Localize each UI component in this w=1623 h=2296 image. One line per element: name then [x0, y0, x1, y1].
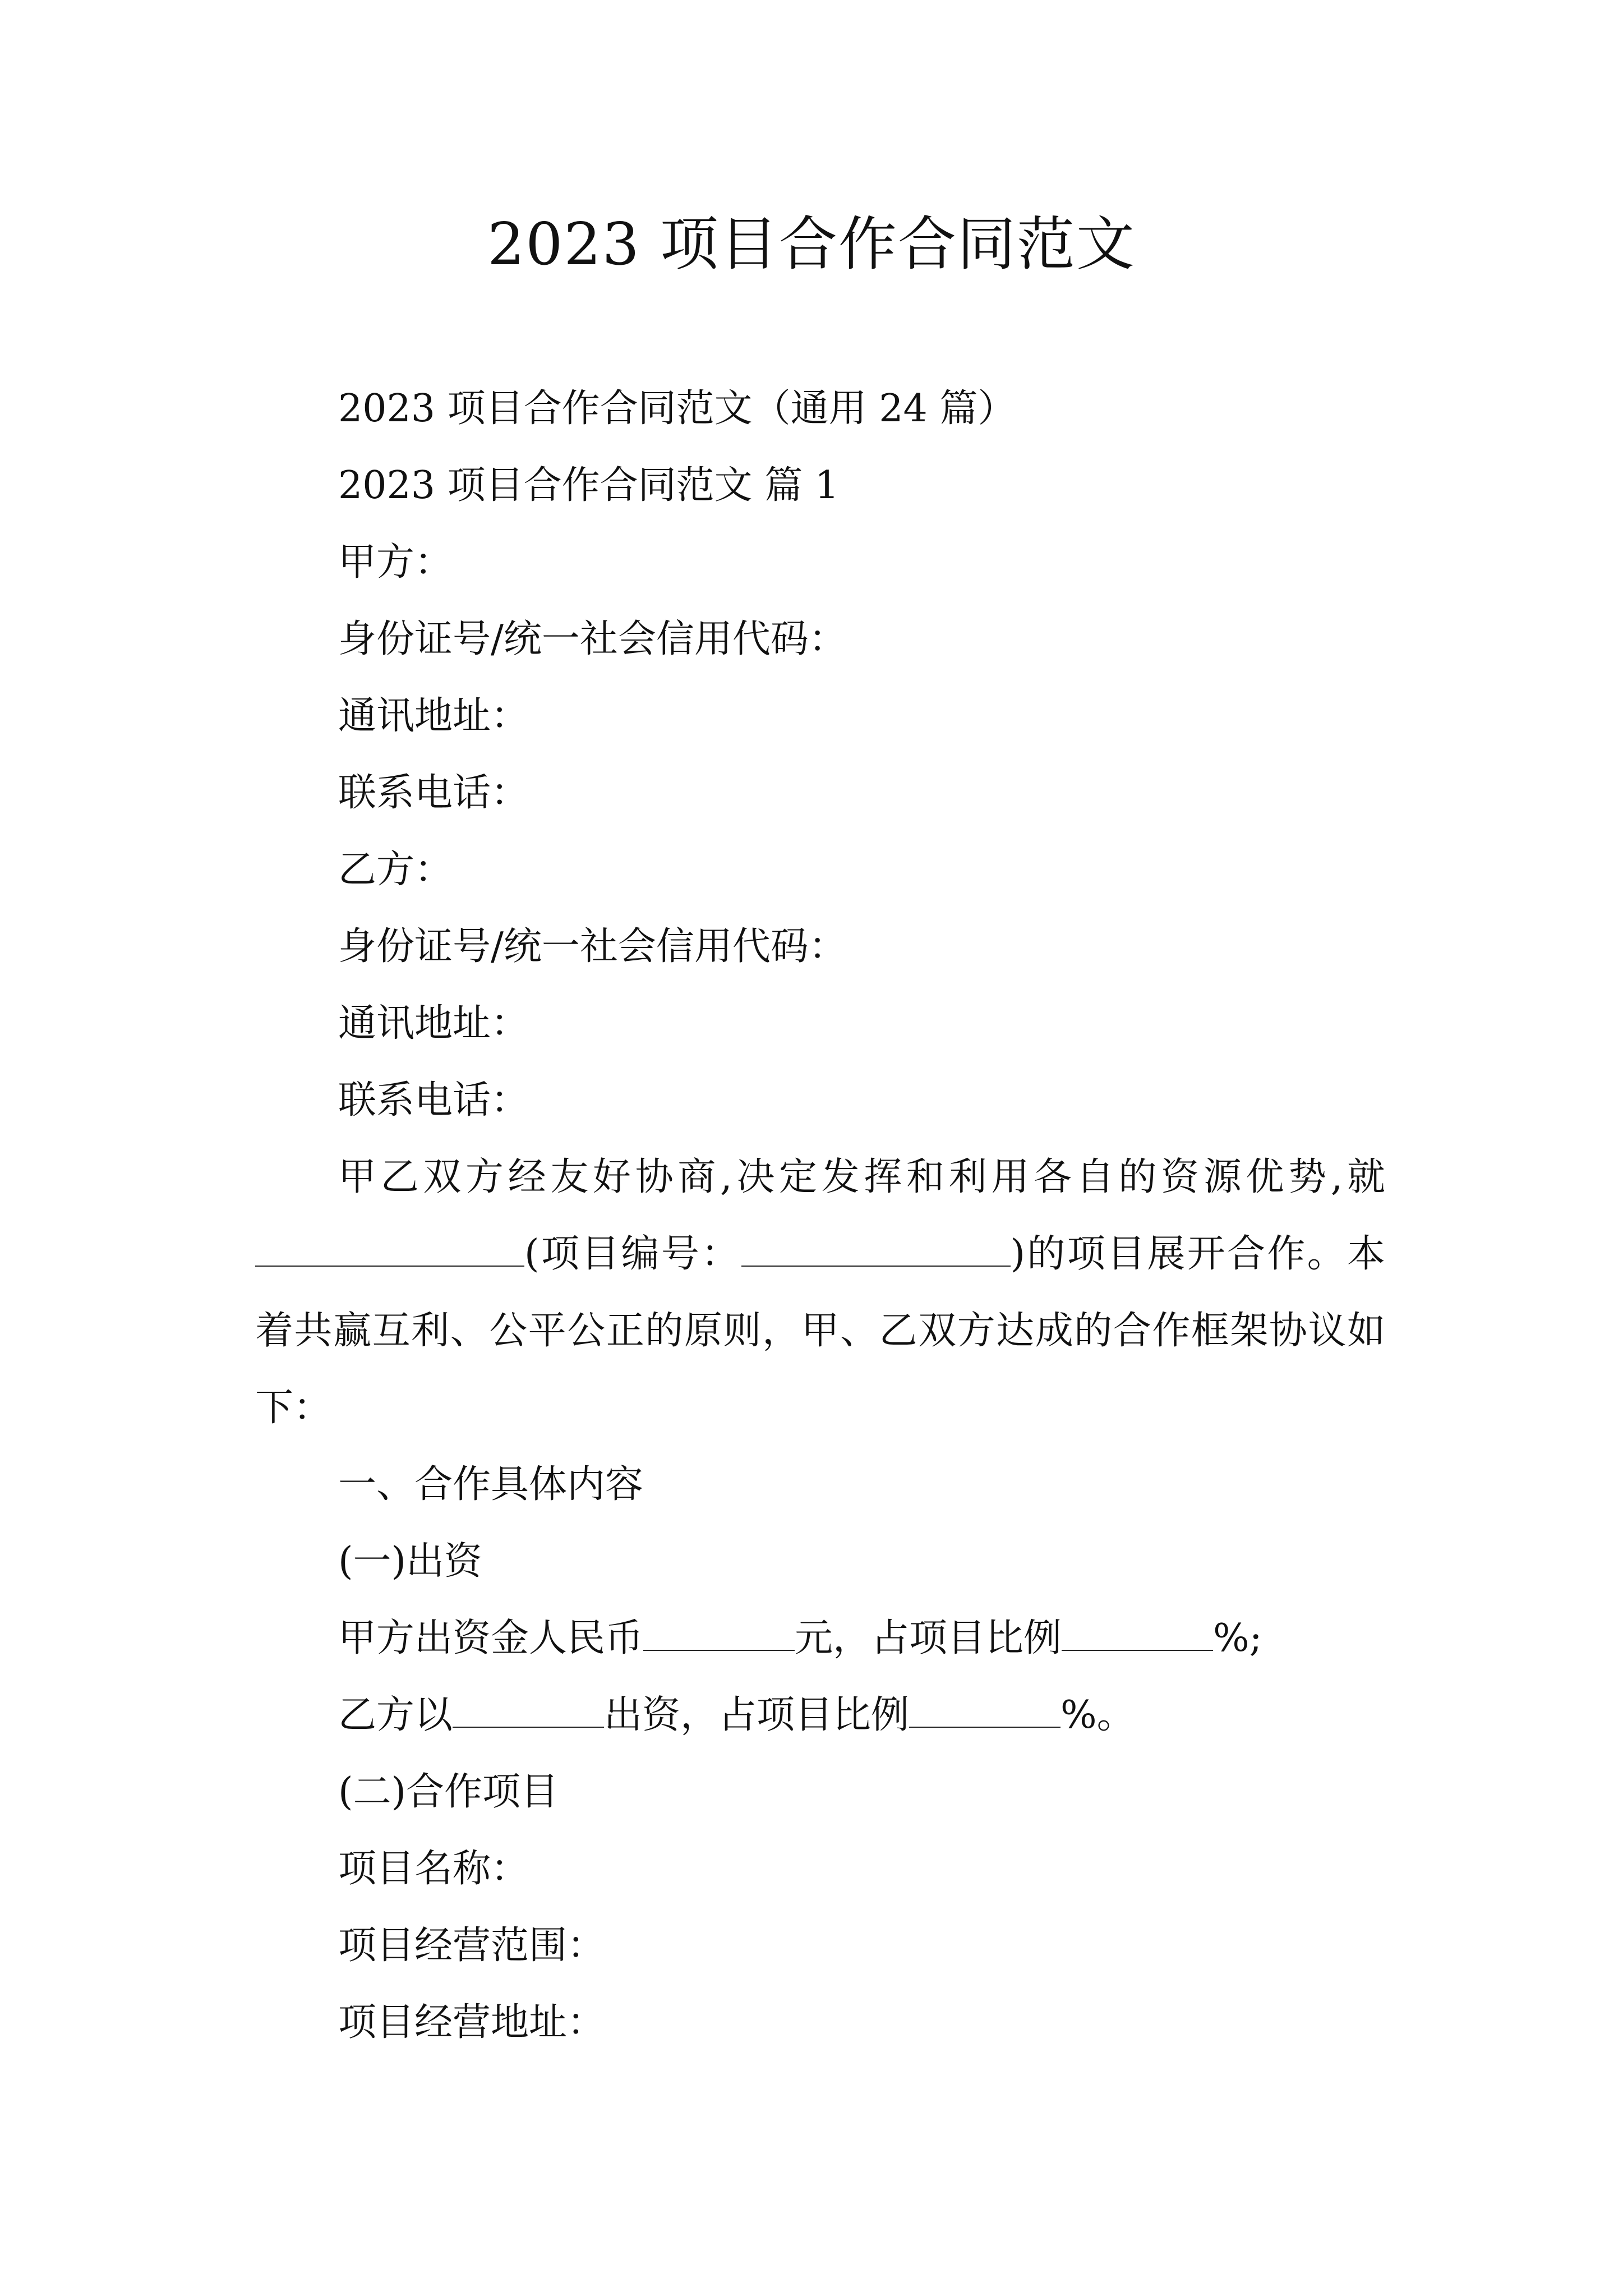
project-address-label: 项目经营地址：: [338, 2000, 606, 2045]
project-name-label: 项目名称：: [338, 1847, 529, 1891]
section1-heading: 一、合作具体内容: [338, 1462, 644, 1507]
investment-b-text-2: 出资，占项目比例: [604, 1693, 910, 1737]
investment-a-line: [255, 1600, 1385, 1677]
investment-a-text-2: 元，占项目比例: [795, 1616, 1062, 1660]
investment-b-line: [255, 1677, 1385, 1754]
investment-b-ratio-blank: [909, 1694, 1061, 1728]
intro-paragraph: [255, 1139, 1385, 1446]
section-heading: 2023 项目合作合同范文 篇 1: [338, 463, 840, 508]
document-title: 2023 项目合作合同范文: [487, 210, 1136, 278]
party-a-address-label: 通讯地址：: [338, 694, 529, 738]
document-body: [255, 370, 1385, 2061]
sub1-heading: (一)出资: [338, 1539, 483, 1584]
party-a-label: 甲方：: [338, 540, 453, 585]
sub2-heading: (二)合作项目: [338, 1770, 559, 1814]
project-number-blank: [741, 1233, 1011, 1267]
project-scope-label: 项目经营范围：: [338, 1924, 606, 1968]
document-subtitle: 2023 项目合作合同范文（通用 24 篇）: [338, 386, 1016, 431]
investment-a-text-3: %;: [1213, 1616, 1262, 1660]
party-a-phone-label: 联系电话：: [338, 771, 529, 815]
project-name-blank: [255, 1233, 524, 1267]
intro-text-2: (项目编号：: [524, 1232, 741, 1276]
investment-b-text-3: %。: [1061, 1693, 1135, 1737]
investment-a-text-1: 甲方出资金人民币: [338, 1616, 644, 1660]
investment-a-amount-blank: [643, 1617, 795, 1651]
intro-text-1: 甲乙双方经友好协商,决定发挥和利用各自的资源优势,就: [338, 1155, 1385, 1199]
party-b-id-label: 身份证号/统一社会信用代码：: [338, 924, 847, 969]
investment-b-text-1: 乙方以: [338, 1693, 453, 1737]
party-b-address-label: 通讯地址：: [338, 1001, 529, 1046]
party-b-phone-label: 联系电话：: [338, 1078, 529, 1122]
investment-a-ratio-blank: [1062, 1617, 1213, 1651]
investment-b-method-blank: [453, 1694, 604, 1728]
party-b-label: 乙方：: [338, 848, 453, 892]
intro-text-3: )的项目展开合作。本着共赢互利、公平公正的原则，甲、乙双方达成的合作框架协议如下：: [255, 1232, 1386, 1430]
party-a-id-label: 身份证号/统一社会信用代码：: [338, 617, 847, 661]
